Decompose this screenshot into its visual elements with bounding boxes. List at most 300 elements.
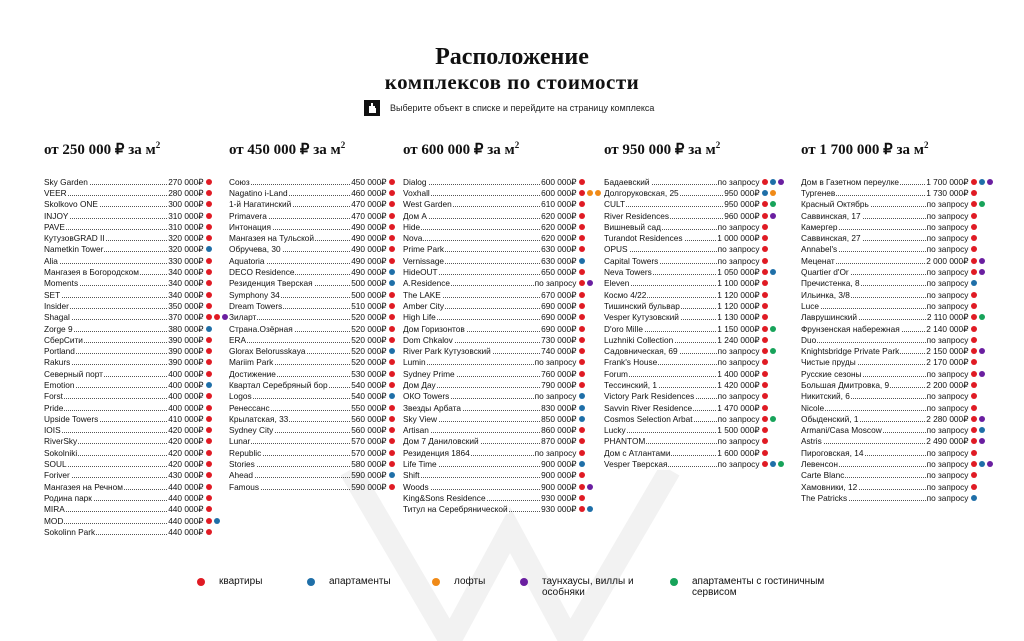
complex-name[interactable]: RiverSky: [44, 436, 78, 447]
complex-row[interactable]: [229, 334, 419, 345]
complex-row[interactable]: [604, 187, 792, 198]
complex-name[interactable]: Зиларт: [229, 312, 257, 323]
complex-row[interactable]: [44, 278, 236, 289]
complex-name[interactable]: PAVE: [44, 221, 65, 232]
category-dot: [389, 213, 395, 219]
complex-name[interactable]: Мангазея на Речном: [44, 481, 123, 492]
complex-row[interactable]: [403, 425, 609, 436]
complex-row[interactable]: [44, 413, 236, 424]
complex-row[interactable]: [403, 334, 609, 345]
complex-row[interactable]: [44, 504, 236, 515]
complex-row[interactable]: [44, 447, 236, 458]
complex-row[interactable]: [604, 232, 792, 243]
complex-name[interactable]: High Life: [403, 312, 436, 323]
complex-row[interactable]: [801, 492, 1001, 503]
complex-row[interactable]: [44, 515, 236, 526]
complex-row[interactable]: [229, 436, 419, 447]
complex-name[interactable]: Sky Garden: [44, 176, 88, 187]
complex-name[interactable]: Symphony 34: [229, 289, 280, 300]
complex-name[interactable]: Shagal: [44, 312, 70, 323]
complex-row[interactable]: [403, 323, 609, 334]
complex-row[interactable]: [229, 481, 419, 492]
complex-row[interactable]: [403, 244, 609, 255]
complex-name[interactable]: Русские сезоны: [801, 368, 862, 379]
category-dot: [579, 427, 585, 433]
complex-row[interactable]: [44, 255, 236, 266]
complex-row[interactable]: [801, 470, 1001, 481]
complex-row[interactable]: [229, 402, 419, 413]
complex-name[interactable]: MOD: [44, 515, 64, 526]
complex-name[interactable]: Emotion: [44, 379, 75, 390]
complex-name[interactable]: Обручева, 30: [229, 244, 281, 255]
complex-row[interactable]: [44, 345, 236, 356]
complex-row[interactable]: [403, 300, 609, 311]
complex-name[interactable]: Pride: [44, 402, 64, 413]
complex-name[interactable]: Savvin River Residence: [604, 402, 693, 413]
complex-name[interactable]: Космо 4/22: [604, 289, 647, 300]
complex-row[interactable]: [229, 357, 419, 368]
complex-row[interactable]: [403, 481, 609, 492]
complex-row[interactable]: [403, 266, 609, 277]
complex-row[interactable]: [403, 368, 609, 379]
complex-name[interactable]: Чистые пруды: [801, 357, 856, 368]
complex-row[interactable]: [801, 199, 1001, 210]
complex-row[interactable]: [801, 334, 1001, 345]
complex-name[interactable]: Capital Towers: [604, 255, 659, 266]
complex-row[interactable]: [403, 199, 609, 210]
complex-name[interactable]: Достижение: [229, 368, 276, 379]
complex-row[interactable]: [801, 391, 1001, 402]
complex-price: 570 000₽: [351, 436, 387, 447]
complex-name[interactable]: VEER: [44, 187, 67, 198]
complex-row[interactable]: [403, 221, 609, 232]
complex-name[interactable]: Мангазея в Богородском: [44, 267, 139, 278]
complex-name[interactable]: Lunar: [229, 436, 251, 447]
complex-row[interactable]: [801, 447, 1001, 458]
complex-name[interactable]: West Garden: [403, 199, 452, 210]
complex-row[interactable]: [229, 244, 419, 255]
complex-name[interactable]: Victory Park Residences: [604, 391, 695, 402]
complex-row[interactable]: [801, 345, 1001, 356]
complex-row[interactable]: [403, 278, 609, 289]
complex-price: 830 000₽: [541, 402, 577, 413]
complex-row[interactable]: [801, 266, 1001, 277]
complex-name[interactable]: СберСити: [44, 334, 83, 345]
complex-row[interactable]: [229, 413, 419, 424]
complex-row[interactable]: [604, 458, 792, 469]
complex-row[interactable]: [229, 255, 419, 266]
complex-row[interactable]: [44, 357, 236, 368]
complex-name[interactable]: MIRA: [44, 504, 65, 515]
complex-name[interactable]: Duo: [801, 334, 817, 345]
complex-row[interactable]: [229, 391, 419, 402]
complex-row[interactable]: [44, 526, 236, 537]
complex-name[interactable]: Титул на Серебрянической: [403, 504, 508, 515]
category-dot: [206, 405, 212, 411]
complex-row[interactable]: [801, 481, 1001, 492]
complex-name[interactable]: Stories: [229, 459, 255, 470]
complex-row[interactable]: [44, 334, 236, 345]
complex-row[interactable]: [44, 368, 236, 379]
complex-name[interactable]: Саввинская, 17: [801, 210, 861, 221]
complex-name[interactable]: Sydney Prime: [403, 368, 455, 379]
complex-name[interactable]: Левенсон: [801, 459, 839, 470]
complex-row[interactable]: [604, 425, 792, 436]
complex-row[interactable]: [604, 368, 792, 379]
complex-row[interactable]: [604, 199, 792, 210]
complex-name[interactable]: Luzhniki Collection: [604, 334, 674, 345]
complex-row[interactable]: [403, 492, 609, 503]
complex-name[interactable]: Aquatoria: [229, 255, 265, 266]
complex-row[interactable]: [604, 300, 792, 311]
complex-name[interactable]: IOIS: [44, 425, 61, 436]
complex-name[interactable]: Forum: [604, 368, 628, 379]
complex-name[interactable]: Glorax Belorusskaya: [229, 346, 306, 357]
complex-row[interactable]: [801, 323, 1001, 334]
complex-row[interactable]: [229, 278, 419, 289]
complex-name[interactable]: HideOUT: [403, 267, 438, 278]
complex-name[interactable]: Меценат: [801, 255, 835, 266]
complex-row[interactable]: [229, 312, 419, 323]
complex-name[interactable]: Дом А: [403, 210, 427, 221]
complex-name[interactable]: A.Residence: [403, 278, 451, 289]
complex-row[interactable]: [403, 436, 609, 447]
complex-row[interactable]: [604, 244, 792, 255]
complex-name[interactable]: Звезды Арбата: [403, 402, 461, 413]
complex-name[interactable]: Пречистенка, 8: [801, 278, 860, 289]
complex-name[interactable]: Quartier d'Or: [801, 267, 849, 278]
complex-row[interactable]: [403, 312, 609, 323]
complex-name[interactable]: King&Sons Residence: [403, 492, 486, 503]
complex-row[interactable]: [604, 391, 792, 402]
complex-row[interactable]: [801, 402, 1001, 413]
complex-row[interactable]: [801, 312, 1001, 323]
complex-name[interactable]: Upside Towers: [44, 413, 99, 424]
complex-row[interactable]: [229, 470, 419, 481]
complex-row[interactable]: [604, 312, 792, 323]
complex-name[interactable]: Никитский, 6: [801, 391, 850, 402]
complex-row[interactable]: [44, 244, 236, 255]
complex-row[interactable]: [801, 187, 1001, 198]
complex-row[interactable]: [229, 368, 419, 379]
complex-row[interactable]: [604, 210, 792, 221]
complex-name[interactable]: Большая Дмитровка, 9: [801, 379, 890, 390]
complex-name[interactable]: OPUS: [604, 244, 628, 255]
complex-price: 950 000₽: [724, 199, 760, 210]
complex-row[interactable]: [604, 221, 792, 232]
complex-name[interactable]: Ренессанс: [229, 402, 270, 413]
category-dot: [762, 190, 768, 196]
complex-row[interactable]: [44, 221, 236, 232]
complex-name[interactable]: Крылатская, 33: [229, 413, 289, 424]
complex-row[interactable]: [44, 492, 236, 503]
complex-name[interactable]: Дом в Газетном переулке: [801, 176, 900, 187]
complex-name[interactable]: 1-й Нагатинский: [229, 199, 292, 210]
complex-row[interactable]: [229, 187, 419, 198]
complex-row[interactable]: [403, 289, 609, 300]
complex-name[interactable]: Mariim Park: [229, 357, 274, 368]
complex-name[interactable]: Dialog: [403, 176, 427, 187]
complex-row[interactable]: [801, 244, 1001, 255]
complex-row[interactable]: [604, 413, 792, 424]
complex-name[interactable]: Дом Дау: [403, 379, 436, 390]
complex-name[interactable]: Дом 7 Даниловский: [403, 436, 479, 447]
complex-name[interactable]: Astris: [801, 436, 822, 447]
complex-row[interactable]: [604, 402, 792, 413]
complex-name[interactable]: SET: [44, 289, 61, 300]
complex-name[interactable]: Vernissage: [403, 255, 445, 266]
complex-name[interactable]: Skolkovo ONE: [44, 199, 98, 210]
complex-name[interactable]: Lucky: [604, 425, 626, 436]
complex-name[interactable]: Frank's House: [604, 357, 658, 368]
complex-name[interactable]: Nagatino i-Land: [229, 187, 288, 198]
complex-row[interactable]: [44, 232, 236, 243]
complex-name[interactable]: Portland: [44, 346, 75, 357]
complex-name[interactable]: SOUL: [44, 459, 67, 470]
complex-row[interactable]: [403, 470, 609, 481]
complex-row[interactable]: [44, 312, 236, 323]
complex-name[interactable]: Prime Park: [403, 244, 445, 255]
complex-row[interactable]: [403, 255, 609, 266]
complex-row[interactable]: [403, 210, 609, 221]
complex-row[interactable]: [801, 278, 1001, 289]
complex-row[interactable]: [801, 176, 1001, 187]
complex-name[interactable]: Hide: [403, 221, 421, 232]
complex-name[interactable]: Долгоруковская, 25: [604, 187, 679, 198]
complex-row[interactable]: [801, 221, 1001, 232]
complex-name[interactable]: Квартал Серебряный бор: [229, 379, 328, 390]
complex-row[interactable]: [801, 210, 1001, 221]
complex-row[interactable]: [801, 413, 1001, 424]
complex-row[interactable]: [604, 447, 792, 458]
complex-name[interactable]: INJOY: [44, 210, 69, 221]
complex-row[interactable]: [403, 447, 609, 458]
complex-row[interactable]: [44, 425, 236, 436]
complex-name[interactable]: Родина парк: [44, 492, 92, 503]
complex-name[interactable]: River Park Кутузовский: [403, 346, 491, 357]
complex-row[interactable]: [44, 436, 236, 447]
complex-row[interactable]: [801, 289, 1001, 300]
complex-row[interactable]: [44, 458, 236, 469]
complex-name[interactable]: Moments: [44, 278, 79, 289]
complex-name[interactable]: Nova: [403, 233, 423, 244]
complex-name[interactable]: ERA: [229, 334, 247, 345]
complex-name[interactable]: Cosmos Selection Arbat: [604, 413, 693, 424]
complex-row[interactable]: [44, 481, 236, 492]
complex-name[interactable]: Дом с Атлантами: [604, 447, 671, 458]
complex-name[interactable]: Sokolinn Park: [44, 526, 96, 537]
complex-row[interactable]: [229, 458, 419, 469]
complex-name[interactable]: Knightsbridge Private Park: [801, 346, 900, 357]
complex-name[interactable]: Lumin: [403, 357, 426, 368]
complex-name[interactable]: Vesper Тверская: [604, 459, 668, 470]
complex-row[interactable]: [229, 221, 419, 232]
complex-name[interactable]: Life Time: [403, 459, 437, 470]
complex-name[interactable]: ОКО Towers: [403, 391, 450, 402]
complex-row[interactable]: [604, 334, 792, 345]
complex-name[interactable]: Republic: [229, 447, 262, 458]
complex-row[interactable]: [604, 255, 792, 266]
complex-name[interactable]: Neva Towers: [604, 267, 652, 278]
complex-row[interactable]: [604, 289, 792, 300]
complex-row[interactable]: [801, 379, 1001, 390]
complex-name[interactable]: Камергер: [801, 221, 838, 232]
complex-row[interactable]: [604, 323, 792, 334]
complex-name[interactable]: Обыденский, 1: [801, 413, 859, 424]
complex-name[interactable]: Insider: [44, 300, 69, 311]
complex-row[interactable]: [44, 176, 236, 187]
complex-row[interactable]: [403, 402, 609, 413]
complex-row[interactable]: [229, 266, 419, 277]
complex-name[interactable]: DECO Residence: [229, 267, 295, 278]
complex-row[interactable]: [229, 425, 419, 436]
complex-row[interactable]: [604, 345, 792, 356]
complex-row[interactable]: [801, 300, 1001, 311]
complex-name[interactable]: Бадаевский: [604, 176, 650, 187]
complex-name[interactable]: Саввинская, 27: [801, 233, 861, 244]
complex-name[interactable]: Logos: [229, 391, 252, 402]
complex-name[interactable]: Primavera: [229, 210, 267, 221]
complex-name[interactable]: PHANTOM: [604, 436, 646, 447]
complex-name[interactable]: Amber City: [403, 300, 445, 311]
complex-row[interactable]: [403, 379, 609, 390]
complex-name[interactable]: Carte Blanc: [801, 470, 845, 481]
complex-name[interactable]: Famous: [229, 481, 259, 492]
complex-row[interactable]: [229, 199, 419, 210]
complex-row[interactable]: [403, 458, 609, 469]
complex-name[interactable]: Тессинский, 1: [604, 379, 658, 390]
complex-row[interactable]: [44, 266, 236, 277]
complex-row[interactable]: [403, 413, 609, 424]
complex-name[interactable]: Dream Towers: [229, 300, 283, 311]
complex-row[interactable]: [44, 379, 236, 390]
complex-name[interactable]: Foriver: [44, 470, 70, 481]
complex-name[interactable]: River Residences: [604, 210, 670, 221]
complex-name[interactable]: Красный Октябрь: [801, 199, 869, 210]
complex-row[interactable]: [801, 232, 1001, 243]
complex-row[interactable]: [44, 470, 236, 481]
complex-row[interactable]: [229, 210, 419, 221]
complex-row[interactable]: [801, 368, 1001, 379]
complex-name[interactable]: Forst: [44, 391, 63, 402]
complex-name[interactable]: Садовническая, 69: [604, 346, 678, 357]
complex-name[interactable]: Zorge 9: [44, 323, 73, 334]
complex-row[interactable]: [229, 300, 419, 311]
complex-name[interactable]: Rakurs: [44, 357, 71, 368]
complex-row[interactable]: [604, 379, 792, 390]
complex-row[interactable]: [403, 176, 609, 187]
complex-row[interactable]: [403, 345, 609, 356]
complex-row[interactable]: [801, 357, 1001, 368]
complex-row[interactable]: [403, 357, 609, 368]
complex-name[interactable]: Annabel's: [801, 244, 838, 255]
complex-row[interactable]: [403, 232, 609, 243]
complex-name[interactable]: Хамовники, 12: [801, 481, 858, 492]
complex-row[interactable]: [229, 447, 419, 458]
complex-name[interactable]: Sydney City: [229, 425, 274, 436]
complex-row[interactable]: [604, 436, 792, 447]
complex-name[interactable]: Sky View: [403, 413, 437, 424]
complex-name[interactable]: Artisan: [403, 425, 429, 436]
complex-row[interactable]: [801, 436, 1001, 447]
category-dot: [579, 371, 585, 377]
legend-item: [670, 576, 830, 598]
complex-name[interactable]: The LAKE: [403, 289, 441, 300]
complex-name[interactable]: Тишинский бульвар: [604, 300, 680, 311]
complex-row[interactable]: [229, 232, 419, 243]
complex-name[interactable]: Eleven: [604, 278, 630, 289]
complex-name[interactable]: Dom Chkalov: [403, 334, 453, 345]
complex-row[interactable]: [801, 458, 1001, 469]
complex-row[interactable]: [44, 199, 236, 210]
complex-name[interactable]: CULT: [604, 199, 626, 210]
complex-name[interactable]: Luce: [801, 300, 819, 311]
complex-row[interactable]: [801, 255, 1001, 266]
complex-row[interactable]: [229, 323, 419, 334]
complex-name[interactable]: Ильинка, 3/8: [801, 289, 850, 300]
complex-row[interactable]: [229, 289, 419, 300]
complex-row[interactable]: [44, 300, 236, 311]
complex-name[interactable]: Turandot Residences: [604, 233, 683, 244]
complex-name[interactable]: КутузовGRAD II: [44, 233, 105, 244]
complex-row[interactable]: [44, 391, 236, 402]
complex-name[interactable]: Резиденция Тверская: [229, 278, 313, 289]
complex-name[interactable]: Мангазея на Тульской: [229, 233, 315, 244]
complex-name[interactable]: Страна.Озёрная: [229, 323, 293, 334]
complex-name[interactable]: Nametkin Tower: [44, 244, 104, 255]
complex-name[interactable]: Лаврушинский: [801, 312, 858, 323]
complex-row[interactable]: [44, 289, 236, 300]
complex-name[interactable]: Armani/Casa Moscow: [801, 425, 882, 436]
complex-row[interactable]: [44, 210, 236, 221]
complex-name[interactable]: Тургенев: [801, 187, 836, 198]
complex-name[interactable]: Nicole: [801, 402, 825, 413]
complex-name[interactable]: Shift: [403, 470, 420, 481]
complex-name[interactable]: Sokolniki: [44, 447, 78, 458]
complex-row[interactable]: [604, 357, 792, 368]
complex-row[interactable]: [403, 504, 609, 515]
complex-row[interactable]: [44, 323, 236, 334]
complex-row[interactable]: [229, 176, 419, 187]
complex-name[interactable]: Дом Горизонтов: [403, 323, 465, 334]
complex-row[interactable]: [229, 379, 419, 390]
complex-name[interactable]: Ahead: [229, 470, 253, 481]
complex-name[interactable]: Фрунзенская набережная: [801, 323, 900, 334]
complex-row[interactable]: [604, 278, 792, 289]
complex-row[interactable]: [229, 345, 419, 356]
complex-row[interactable]: [604, 176, 792, 187]
complex-name[interactable]: Voxhall: [403, 187, 430, 198]
complex-name[interactable]: D'oro Mille: [604, 323, 643, 334]
complex-name[interactable]: Vesper Кутузовский: [604, 312, 679, 323]
complex-name[interactable]: Союз: [229, 176, 250, 187]
complex-name[interactable]: Интонация: [229, 221, 271, 232]
complex-name[interactable]: Woods: [403, 481, 429, 492]
category-dot: [979, 416, 985, 422]
complex-name[interactable]: Пироговская, 14: [801, 447, 864, 458]
complex-name[interactable]: Alia: [44, 255, 58, 266]
complex-row[interactable]: [801, 425, 1001, 436]
complex-row[interactable]: [44, 187, 236, 198]
complex-name[interactable]: Северный порт: [44, 368, 103, 379]
complex-row[interactable]: [44, 402, 236, 413]
complex-name[interactable]: Резиденция 1864: [403, 447, 470, 458]
complex-row[interactable]: [403, 391, 609, 402]
complex-row[interactable]: [604, 266, 792, 277]
complex-row[interactable]: [403, 187, 609, 198]
complex-name[interactable]: Вишневый сад: [604, 221, 661, 232]
complex-name[interactable]: The Patricks: [801, 492, 848, 503]
